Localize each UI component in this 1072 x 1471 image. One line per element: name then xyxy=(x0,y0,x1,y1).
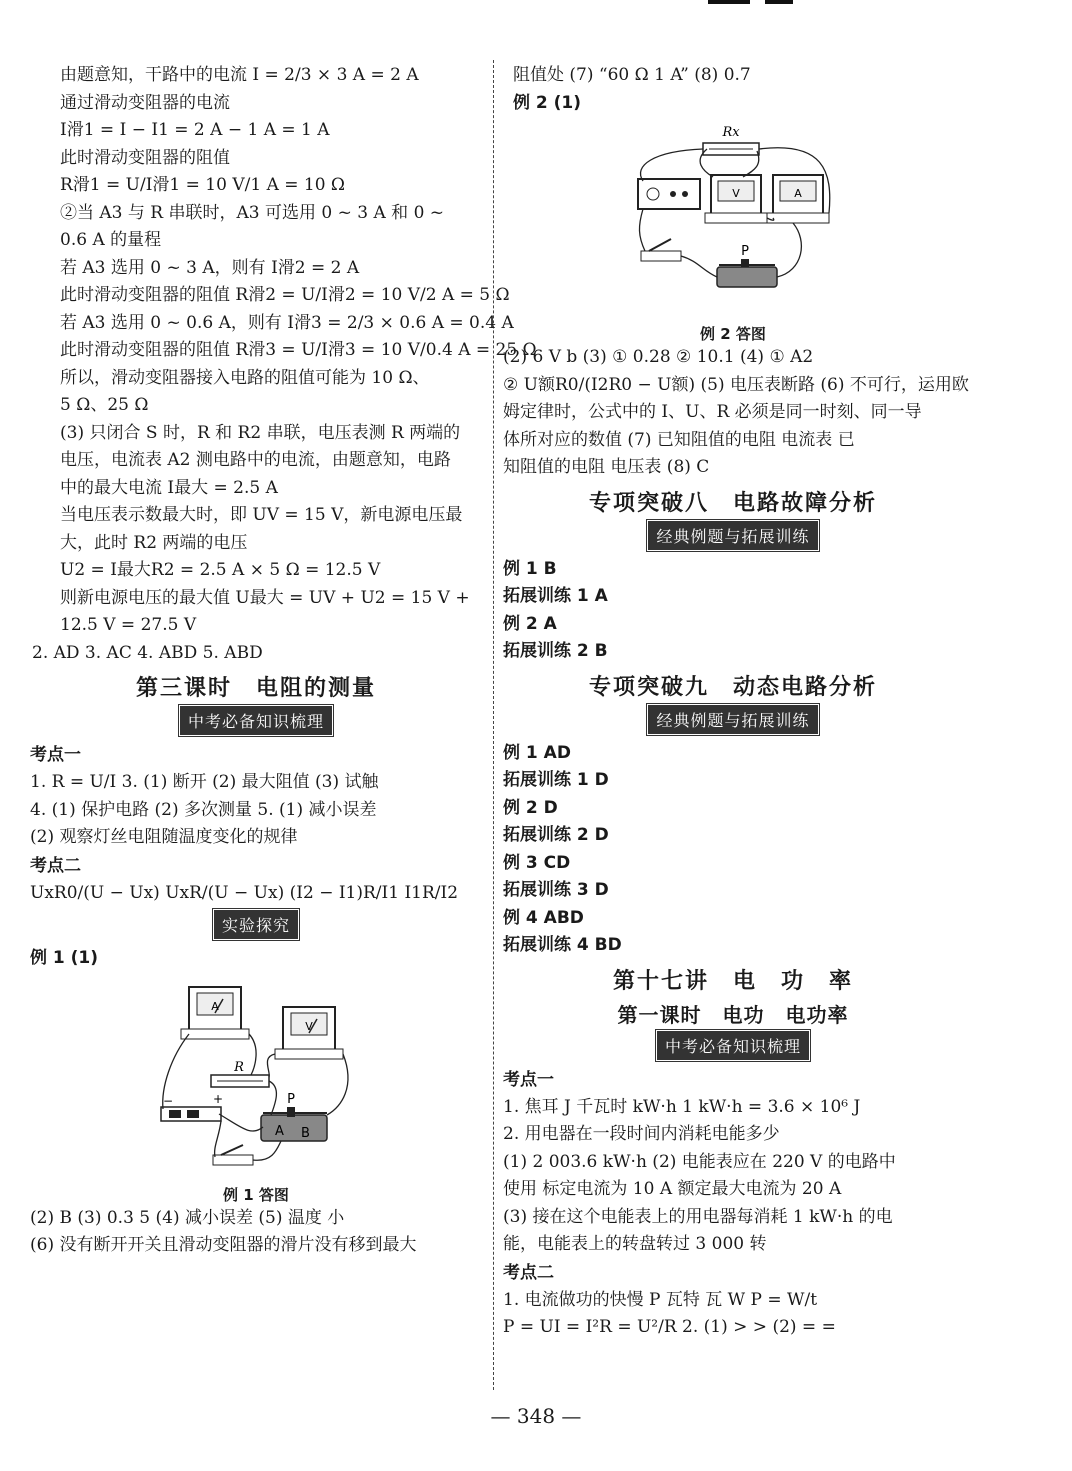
text-line: (6) 没有断开开关且滑动变阻器的滑片没有移到最大 xyxy=(30,1235,417,1255)
lecture-title: 第十七讲 电 功 率 xyxy=(612,968,853,994)
battery-plus-label: + xyxy=(213,1091,224,1106)
banner-label: 中考必备知识梳理 xyxy=(657,1031,809,1060)
text-line: 知阻值的电阻 电压表 (8) C xyxy=(503,457,710,477)
text-line: 中的最大电流 I最大 = 2.5 A xyxy=(60,477,278,498)
section-title: 第三课时 电阻的测量 xyxy=(135,676,376,701)
section-title: 专项突破八 电路故障分析 xyxy=(588,490,877,516)
text-line: (1) 2 003.6 kW·h (2) 电能表应在 220 V 的电路中 xyxy=(503,1151,896,1172)
voltmeter-label: V xyxy=(305,1019,313,1033)
answer-item: 拓展训练 3 D xyxy=(503,880,609,900)
ammeter-label: A xyxy=(211,999,219,1013)
rheostat-icon xyxy=(261,1092,327,1141)
right-column xyxy=(503,62,969,1342)
banner-label: 经典例题与拓展训练 xyxy=(648,705,817,734)
voltmeter-label: V xyxy=(732,187,740,200)
answer-item: 例 3 CD xyxy=(503,852,571,873)
ammeter-icon xyxy=(181,987,249,1039)
text-line: 此时滑动变阻器的阻值 xyxy=(60,147,230,168)
resistor-icon xyxy=(703,125,759,155)
kaodian-heading: 考点二 xyxy=(503,1262,554,1283)
power-supply-icon xyxy=(638,179,700,209)
text-line: 体所对应的数值 (7) 已知阻值的电阻 电流表 已 xyxy=(503,429,855,450)
banner-label: 中考必备知识梳理 xyxy=(180,706,332,735)
text-line: 阻值处 (7) “60 Ω 1 A” (8) 0.7 xyxy=(513,65,751,85)
switch-icon xyxy=(641,239,681,261)
ammeter-icon xyxy=(767,175,829,223)
text-line: 能，电能表上的转盘转过 3 000 转 xyxy=(503,1234,767,1254)
text-line: 使用 标定电流为 10 A 额定最大电流为 20 A xyxy=(503,1179,842,1199)
text-line: ② U额R0/(I2R0 − U额) (5) 电压表断路 (6) 不可行，运用欧 xyxy=(503,374,969,395)
text-line: 4. (1) 保护电路 (2) 多次测量 5. (1) 减小误差 xyxy=(30,799,377,820)
answers-line: 2. AD 3. AC 4. ABD 5. ABD xyxy=(32,642,263,663)
slider-label: P xyxy=(741,244,749,259)
text-line: 此时滑动变阻器的阻值 R滑2 = U/I滑2 = 10 V/2 A = 5 Ω xyxy=(60,285,510,305)
text-line: 1. 电流做功的快慢 P 瓦特 瓦 W P = W/t xyxy=(503,1289,818,1310)
answer-item: 例 4 ABD xyxy=(503,907,584,928)
kaodian-heading: 考点一 xyxy=(30,745,81,765)
circuit-figure-2 xyxy=(633,121,833,321)
text-line: 若 A3 选用 0 ~ 0.6 A，则有 I滑3 = 2/3 × 0.6 A = 0.4 A xyxy=(60,312,514,333)
answer-item: 例 2 A xyxy=(503,613,557,634)
circuit-figure-1 xyxy=(151,977,361,1182)
text-line: 则新电源电压的最大值 U最大 = UV + U2 = 15 V + xyxy=(60,587,470,608)
text-line: 姆定律时，公式中的 I、U、R 必须是同一时刻、同一导 xyxy=(503,402,922,422)
answer-item: 例 2 D xyxy=(503,797,558,818)
text-line: 通过滑动变阻器的电流 xyxy=(60,92,230,113)
resistor-icon xyxy=(211,1060,269,1087)
text-line: 1. 焦耳 J 千瓦时 kW·h 1 kW·h = 3.6 × 10⁶ J xyxy=(503,1096,861,1117)
answer-item: 拓展训练 1 D xyxy=(503,770,609,790)
text-line: P = UI = I²R = U²/R 2. (1) > > (2) = = xyxy=(503,1317,836,1337)
text-line: 由题意知，干路中的电流 I = 2/3 × 3 A = 2 A xyxy=(60,65,419,85)
rheostat-icon xyxy=(717,244,777,287)
answer-item: 例 1 B xyxy=(503,558,557,579)
top-mark-left xyxy=(708,0,750,4)
text-line: 当电压表示数最大时，即 UV = 15 V，新电源电压最 xyxy=(60,505,463,525)
answer-item: 拓展训练 2 D xyxy=(503,825,609,845)
text-line: 12.5 V = 27.5 V xyxy=(60,615,197,635)
voltmeter-icon xyxy=(705,175,767,223)
text-line: 所以，滑动变阻器接入电路的阻值可能为 10 Ω、 xyxy=(60,367,430,388)
text-line: I滑1 = I − I1 = 2 A − 1 A = 1 A xyxy=(60,120,330,140)
lesson-title: 第一课时 电功 电功率 xyxy=(617,1002,849,1027)
banner-label: 实验探究 xyxy=(214,910,298,939)
text-line: 若 A3 选用 0 ~ 3 A，则有 I滑2 = 2 A xyxy=(60,257,360,278)
text-line: 2. 用电器在一段时间内消耗电能多少 xyxy=(503,1124,780,1144)
kaodian-heading: 考点一 xyxy=(503,1069,554,1090)
example-label: 例 2 (1) xyxy=(513,92,582,113)
figure-caption: 例 1 答图 xyxy=(223,1185,289,1204)
slider-label: P xyxy=(287,1091,295,1107)
text-line: 1. R = U/I 3. (1) 断开 (2) 最大阻值 (3) 试触 xyxy=(30,772,379,792)
switch-icon xyxy=(213,1145,253,1165)
page-number: — 348 — xyxy=(490,1404,582,1428)
answer-item: 拓展训练 4 BD xyxy=(503,935,622,955)
kaodian-heading: 考点二 xyxy=(30,855,81,876)
top-mark-right xyxy=(765,0,793,4)
answer-item: 例 1 AD xyxy=(503,742,571,763)
voltmeter-icon xyxy=(275,1007,343,1059)
text-line: 0.6 A 的量程 xyxy=(60,230,162,250)
battery-icon xyxy=(161,1092,223,1121)
end-a-label: A xyxy=(275,1123,284,1139)
end-b-label: B xyxy=(301,1125,310,1141)
text-line: 5 Ω、25 Ω xyxy=(60,395,149,415)
answer-item: 拓展训练 2 B xyxy=(503,641,608,661)
resistor-label: Rx xyxy=(722,125,740,140)
text-line: (2) 观察灯丝电阻随温度变化的规律 xyxy=(30,827,298,847)
text-line: (2) 6 V b (3) ① 0.28 ② 10.1 (4) ① A2 xyxy=(503,347,814,367)
resistor-label: R xyxy=(234,1059,244,1075)
column-divider xyxy=(493,60,494,1390)
answer-item: 拓展训练 1 A xyxy=(503,586,608,606)
battery-minus-label: − xyxy=(163,1093,174,1108)
text-line: ②当 A3 与 R 串联时，A3 可选用 0 ~ 3 A 和 0 ~ xyxy=(60,202,445,223)
text-line: 此时滑动变阻器的阻值 R滑3 = U/I滑3 = 10 V/0.4 A = 25 Ω xyxy=(60,340,537,360)
text-line: 电压，电流表 A2 测电路中的电流，由题意知，电路 xyxy=(60,450,451,470)
section-title: 专项突破九 动态电路分析 xyxy=(588,674,877,700)
formula-line: UxR0/(U − Ux) UxR/(U − Ux) (I2 − I1)R/I1 I1R/I2 xyxy=(30,882,459,903)
text-line: 大，此时 R2 两端的电压 xyxy=(60,532,248,553)
text-line: (3) 只闭合 S 时，R 和 R2 串联，电压表测 R 两端的 xyxy=(60,422,461,443)
banner-label: 经典例题与拓展训练 xyxy=(648,521,817,550)
example-label: 例 1 (1) xyxy=(30,948,99,968)
text-line: (3) 接在这个电能表上的用电器每消耗 1 kW·h 的电 xyxy=(503,1206,893,1227)
text-line: R滑1 = U/I滑1 = 10 V/1 A = 10 Ω xyxy=(60,175,346,195)
figure-caption: 例 2 答图 xyxy=(700,325,766,343)
text-line: U2 = I最大R2 = 2.5 A × 5 Ω = 12.5 V xyxy=(60,560,381,580)
ammeter-label: A xyxy=(794,187,802,200)
text-line: (2) B (3) 0.3 5 (4) 减小误差 (5) 温度 小 xyxy=(30,1207,345,1228)
